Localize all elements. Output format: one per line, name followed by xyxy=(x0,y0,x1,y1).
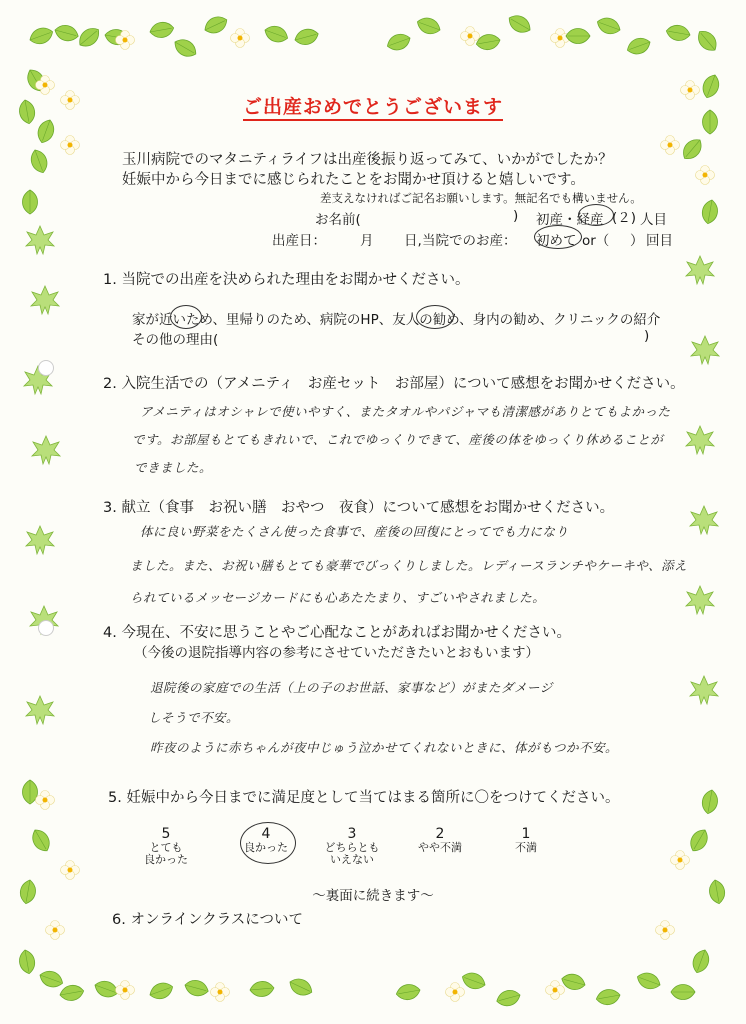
times-unit: 回目 xyxy=(646,233,673,249)
q3-answer-line-1: 体に良い野菜をたくさん使った食事で、産後の回復にとってでも力になり xyxy=(140,524,569,539)
scale-option-1: 1 不満 xyxy=(515,826,537,854)
hospital-birth-label: 当院でのお産： xyxy=(422,233,517,249)
parity-unit: 人目 xyxy=(640,212,667,228)
parity-value: (２) xyxy=(612,210,637,226)
q3-answer-line-3: られているメッセージカードにも心あたたまり、すごいやされました。 xyxy=(130,590,546,605)
scale-option-3: 3 どちらとも いえない xyxy=(324,826,380,866)
scale-selected-circle xyxy=(240,822,296,864)
first-time-circle xyxy=(534,225,582,249)
first-time-option: 初めて xyxy=(536,233,577,249)
question-3: 3. 献立（食事 お祝い膳 おやつ 夜食）について感想をお聞かせください。 xyxy=(103,500,615,516)
name-close-paren: ) xyxy=(513,208,519,224)
page-title: ご出産おめでとうございます xyxy=(0,92,746,119)
q1-other-label: その他の理由( xyxy=(132,332,219,348)
q4-answer-line-3: 昨夜のように赤ちゃんが夜中じゅう泣かせてくれないときに、体がもつか不安。 xyxy=(150,740,619,755)
intro-line-1: 玉川病院でのマタニティライフは出産後振り返ってみて、いかがでしたか？ xyxy=(122,152,613,168)
question-2: 2. 入院生活での（アメニティ お産セット お部屋）について感想をお聞かせください。 xyxy=(103,376,685,392)
question-6: 6. オンラインクラスについて xyxy=(112,912,303,928)
parity-label: 初産・経産 xyxy=(536,212,604,228)
scale-option-5: 5 とても 良かった xyxy=(144,826,188,866)
birthdate-label: 出産日： xyxy=(272,233,326,249)
q2-answer-line-1: アメニティはオシャレで使いやすく、またタオルやパジャマも清潔感がありとてもよかった xyxy=(140,404,671,419)
scale-option-4: 4 良かった xyxy=(244,826,288,854)
name-label: お名前( xyxy=(315,212,361,228)
q2-answer-line-2: です。お部屋もとてもきれいで、これでゆっくりできて、産後の体をゆっくり休めることが xyxy=(132,432,664,447)
question-4: 4. 今現在、不安に思うことやご心配なことがあればお聞かせください。 xyxy=(103,625,571,641)
times-close-paren: ） xyxy=(630,233,644,249)
q1-options: 家が近いため、里帰りのため、病院のHP、友人の勧め、身内の勧め、クリニックの紹介 xyxy=(132,312,661,328)
question-1: 1. 当院での出産を決められた理由をお聞かせください。 xyxy=(103,272,470,288)
q1-other-close: ) xyxy=(644,328,650,344)
q2-answer-line-3: できました。 xyxy=(134,460,213,475)
question-4-sub: （今後の退院指導内容の参考にさせていただきたいとおもいます） xyxy=(134,645,539,661)
month-unit: 月 xyxy=(360,233,374,249)
q1-near-home-circle xyxy=(170,305,202,329)
parity-selected-circle xyxy=(578,204,614,226)
q4-answer-line-1: 退院後の家庭での生活（上の子のお世話、家事など）がまたダメージ xyxy=(150,680,553,695)
or-text: or（ xyxy=(582,233,610,249)
q1-friend-circle xyxy=(416,305,454,329)
day-unit: 日, xyxy=(404,233,422,249)
intro-line-2: 妊娠中から今日までに感じられたことをお聞かせ頂けると嬉しいです。 xyxy=(122,172,585,188)
continued-note: 〜裏面に続きます〜 xyxy=(312,888,434,904)
q3-answer-line-2: ました。また、お祝い膳もとても豪華でびっくりしました。レディースランチやケーキや、添え xyxy=(130,558,688,573)
q4-answer-line-2: しそうで不安。 xyxy=(148,710,240,725)
anonymous-note: 差支えなければご記名お願いします。無記名でも構いません。 xyxy=(320,191,642,205)
question-5: 5. 妊娠中から今日までに満足度として当てはまる箇所に〇をつけてください。 xyxy=(108,790,620,806)
scale-option-2: 2 やや不満 xyxy=(418,826,462,854)
